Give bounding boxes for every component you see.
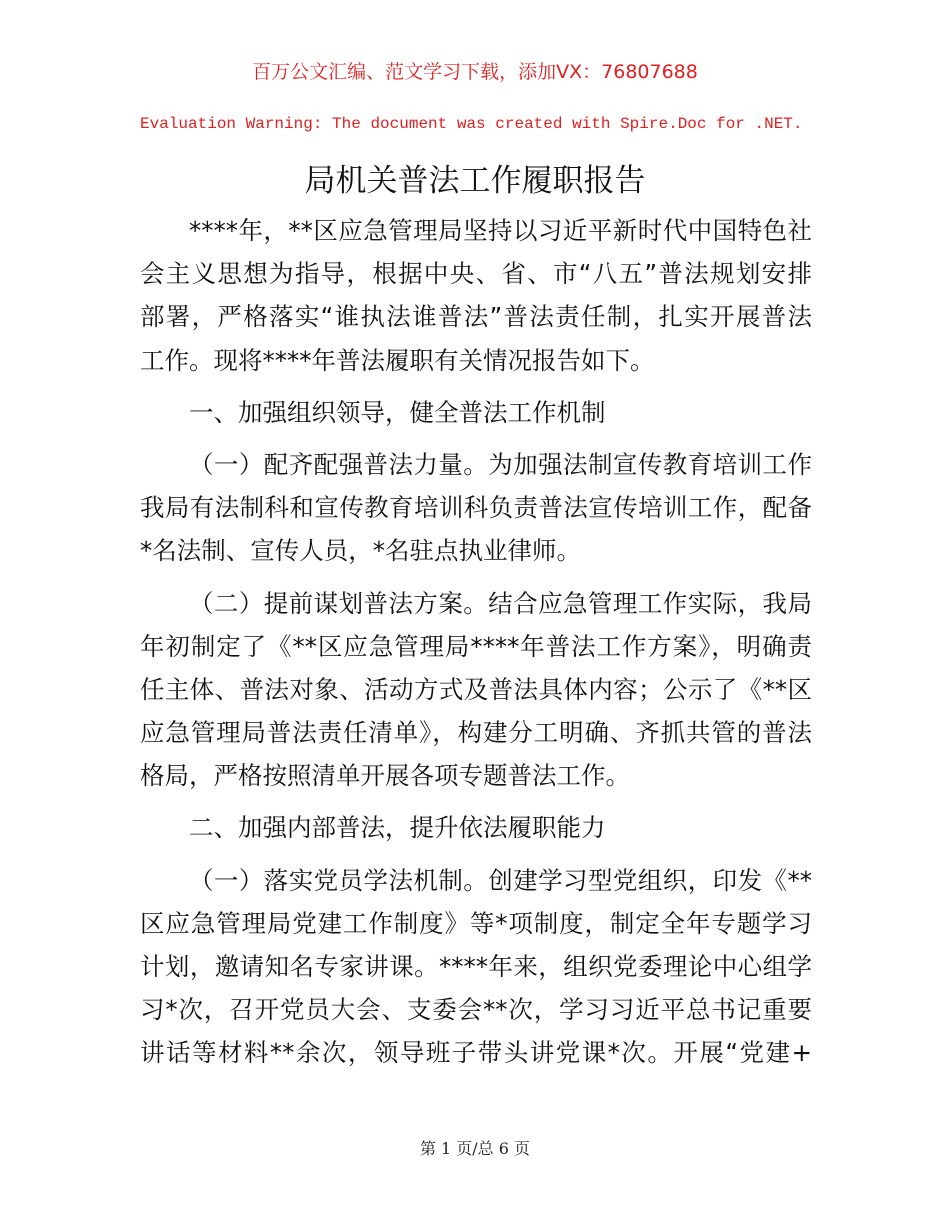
paragraph-staffing [140,443,812,573]
text-line: 部署，严格落实“谁执法谁普法”普法责任制，扎实开展普法 [140,302,812,332]
paragraph-planning [140,582,812,798]
text-line: （一）配齐配强普法力量。为加强法制宣传教育培训工作 [189,449,812,479]
section-heading-2 [140,806,812,849]
text-line: 习*次，召开党员大会、支委会**次，学习习近平总书记重要 [140,995,812,1025]
heading-line: 二、加强内部普法，提升依法履职能力 [189,813,606,843]
text-line: 工作。现将****年普法履职有关情况报告如下。 [140,345,655,375]
document-title: 局机关普法工作履职报告 [304,163,646,199]
paragraph-intro [140,209,812,382]
text-line: 讲话等材料**余次，领导班子带头讲党课*次。开展“党建+ [140,1038,812,1068]
text-line: 任主体、普法对象、活动方式及普法具体内容；公示了《**区 [140,674,812,704]
text-line: 应急管理局普法责任清单》，构建分工明确、齐抓共管的普法 [140,718,812,748]
text-line: ****年，**区应急管理局坚持以习近平新时代中国特色社 [189,216,812,245]
text-line: 区应急管理局党建工作制度》等*项制度，制定全年专题学习 [140,908,812,938]
text-line: 格局，严格按照清单开展各项专题普法工作。 [140,761,630,791]
text-line: 计划，邀请知名专家讲课。****年来，组织党委理论中心组学 [140,952,812,981]
promo-banner: 百万公文汇编、范文学习下载，添加VX：76807688 [252,61,698,83]
paragraph-party-study [140,859,812,1075]
text-line: *名法制、宣传人员，*名驻点执业律师。 [140,536,581,566]
evaluation-warning: Evaluation Warning: The document was created with Spire.Doc for .NET. [140,115,803,133]
section-heading-1 [140,391,812,434]
text-line: 会主义思想为指导，根据中央、省、市“八五”普法规划安排 [140,259,812,289]
text-line: 年初制定了《**区应急管理局****年普法工作方案》，明确责 [140,631,812,661]
text-line: 我局有法制科和宣传教育培训科负责普法宣传培训工作，配备 [140,493,812,523]
heading-line: 一、加强组织领导，健全普法工作机制 [189,397,606,427]
text-line: （一）落实党员学法机制。创建学习型党组织，印发《** [189,865,812,895]
page-indicator: 第 1 页/总 6 页 [419,1139,531,1158]
document-body [140,209,812,1075]
text-line: （二）提前谋划普法方案。结合应急管理工作实际，我局 [189,588,812,618]
